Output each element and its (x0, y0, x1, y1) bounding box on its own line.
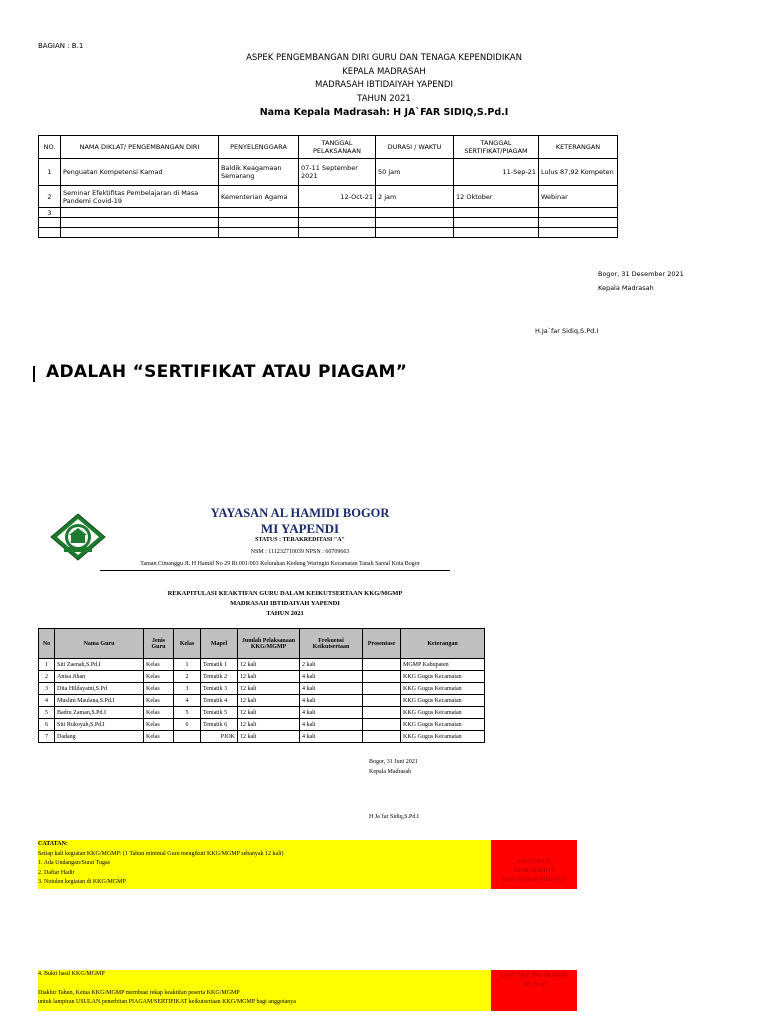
cell: 5 (39, 707, 55, 719)
cell (454, 208, 539, 218)
cell (61, 218, 219, 228)
notes-line-1: Setiap kali kegiatan KKG/MGMP: (1 Tahun minimal Guru mengikuti KKG/MGMP sebanyak 12 kali) (38, 850, 284, 857)
principal-name-line: Nama Kepala Madrasah: H JA`FAR SIDIQ,S.Pd.I (259, 107, 509, 118)
sign-role: Kepala Madrasah (598, 284, 654, 292)
cell (376, 218, 454, 228)
cell (219, 208, 299, 218)
cell: 2 (174, 671, 201, 683)
rekap-title-line-2: MADRASAH IBTIDAIYAH YAPENDI (230, 600, 340, 607)
cell: Penguatan Kompetensi Kamad (61, 159, 219, 186)
cell (61, 208, 219, 218)
cell (363, 695, 401, 707)
sign-date: Bogor, 31 Juni 2021 (369, 759, 418, 765)
school-ids: NSM : 111232710039 NPSN : 60709663 (250, 549, 350, 555)
cell: Muslim Maulana,S.Pd.I (55, 695, 144, 707)
cell: Lulus 87,92 Kompeten (539, 159, 618, 186)
col-durasi: DURASI / WAKTU (376, 136, 454, 159)
cell: Tematik 6 (201, 719, 238, 731)
cell: 4 kali (300, 731, 363, 743)
col-kelas: Kelas (174, 629, 201, 659)
warning-line: DIMENGERTI (514, 868, 554, 874)
cell: KKG Gugus Kecamatan (401, 707, 485, 719)
cell: Siti Zaenah,S.Pd.I (55, 659, 144, 671)
section-label: BAGIAN : B.1 (38, 42, 84, 50)
notes-line-2: 1. Ada Undangan/Surat Tugas (38, 860, 110, 866)
sign-name: H.Ja`far Sidiq,S.Pd.I (535, 327, 599, 335)
cell: 12 kali (238, 683, 300, 695)
cell: 12 kali (238, 731, 300, 743)
table-row (39, 228, 618, 238)
development-table (38, 135, 618, 238)
accreditation-status: STATUS : TERAKREDITASI "A" (255, 537, 345, 543)
cell: 4 (174, 695, 201, 707)
warning-line: DAN HARUS DIHAPUS (501, 877, 566, 883)
sign-date: Bogor, 31 Desember 2021 (598, 270, 684, 278)
col-no: No (39, 629, 55, 659)
col-diklat: NAMA DIKLAT/ PENGEMBANGAN DIRI (61, 136, 219, 159)
cell: 1 (39, 159, 61, 186)
cell: 2 (39, 671, 55, 683)
rekap-title-line-1: REKAPITULASI KEAKTIFAN GURU DALAM KEIKUTSERTAAN KKG/MGMP (167, 590, 403, 597)
col-nama-guru: Nama Guru (55, 629, 144, 659)
table-row (39, 218, 618, 228)
cell: Tematik 3 (201, 683, 238, 695)
school-logo (48, 512, 108, 562)
cell: 4 kali (300, 695, 363, 707)
cell: Dita Hildayatni,S.Pd (55, 683, 144, 695)
table-row (39, 731, 485, 743)
cell: Kelas (144, 695, 174, 707)
cell: KKG Gugus Kecamatan (401, 683, 485, 695)
cell: 12-Oct-21 (299, 186, 376, 208)
table-header-row (39, 136, 618, 159)
cell: Kelas (144, 731, 174, 743)
cell: 4 kali (300, 683, 363, 695)
rekap-table (38, 628, 485, 743)
cell: KKG Gugus Kecamatan (401, 731, 485, 743)
signature-block-rekap (369, 757, 419, 822)
cell: Siti Rukoyah,S.Pd.I (55, 719, 144, 731)
cell: 12 kali (238, 671, 300, 683)
cell: Kelas (144, 671, 174, 683)
cell: 12 kali (238, 695, 300, 707)
col-jumlah: Jumlah Pelaksanaan KKG/MGMP (238, 629, 300, 659)
notes-title: CATATAN: (38, 841, 68, 847)
col-mapel: Mapel (201, 629, 238, 659)
cell: 07-11 September 2021 (299, 159, 376, 186)
cell: Dadang (55, 731, 144, 743)
warning-line: UPLOAD (521, 982, 547, 988)
cell: Baldik Keagamaan Semarang (219, 159, 299, 186)
header-line-3: MADRASAH IBTIDAIYAH YAPENDI (315, 80, 453, 90)
col-tanggal-sertifikat: TANGGAL SERTIFIKAT/PIAGAM (454, 136, 539, 159)
cell: Kementerian Agama (219, 186, 299, 208)
cell (376, 208, 454, 218)
cell: 12 kali (238, 719, 300, 731)
col-jenis-guru: Jenis Guru (144, 629, 174, 659)
cell: KKG Gugus Kecamatan (401, 695, 485, 707)
cell (39, 218, 61, 228)
cell: 4 kali (300, 671, 363, 683)
cell (219, 228, 299, 238)
signature-block-top (598, 267, 684, 295)
footer-line-1: Diakhir Tahun, Ketua KKG/MGMP membuat rekap keaktifan peserta KKG/MGMP (38, 989, 240, 996)
school-address: Taman Cimanggu JL H Hamid No 29 Rt 001/003 Kelurahan Kedung Waringin Kecamatan Tanah Sareal Kota Bogor (140, 561, 420, 567)
cell (299, 228, 376, 238)
cell (299, 218, 376, 228)
table-row (39, 659, 485, 671)
cell: Kelas (144, 707, 174, 719)
cell: 4 (39, 695, 55, 707)
warning-box-2 (491, 970, 577, 1011)
cell: MGMP Kabupaten (401, 659, 485, 671)
cell (39, 228, 61, 238)
cell: 1 (174, 659, 201, 671)
warning-line: INI CUKUP (518, 859, 550, 865)
cell: 3 (174, 683, 201, 695)
left-bar-divider (33, 366, 35, 382)
letterhead-divider (100, 570, 450, 571)
notes-line-4: 3. Notulen kegiatan di KKG/MGMP (38, 879, 126, 885)
cell (539, 208, 618, 218)
cell (363, 707, 401, 719)
cell: 7 (39, 731, 55, 743)
notes-box (38, 840, 491, 889)
table-row (39, 671, 485, 683)
cell: 11-Sep-21 (454, 159, 539, 186)
sign-name: H Ja`far Sidiq,S.Pd.I (369, 814, 419, 820)
header-line-1: ASPEK PENGEMBANGAN DIRI GURU DAN TENAGA KEPENDIDIKAN (246, 53, 522, 63)
cell: 50 jam (376, 159, 454, 186)
cell: Seminar Efektifitas Pembelajaran di Masa Pandemi Covid-19 (61, 186, 219, 208)
sign-role: Kepala Madrasah (369, 769, 412, 775)
cell: 2 (39, 186, 61, 208)
rekap-title-line-3: TAHUN 2021 (266, 610, 304, 617)
cell: 6 (174, 719, 201, 731)
cell (363, 731, 401, 743)
cell: 3 (39, 208, 61, 218)
cell: 4 kali (300, 719, 363, 731)
table-row (39, 719, 485, 731)
document-header (0, 52, 768, 120)
notes-box-2 (38, 970, 491, 1011)
cell: KKG Gugus Kecamatan (401, 671, 485, 683)
cell: 4 kali (300, 707, 363, 719)
warning-box-1 (491, 840, 577, 889)
col-frekuensi: Frekuensi Keikutsertaan (300, 629, 363, 659)
col-no: NO. (39, 136, 61, 159)
table-row (39, 208, 618, 218)
cell: 6 (39, 719, 55, 731)
table-header-row (39, 629, 485, 659)
cell: 2 jam (376, 186, 454, 208)
table-row (39, 186, 618, 208)
cell: 12 kali (238, 707, 300, 719)
cell: 5 (174, 707, 201, 719)
big-title: ADALAH “SERTIFIKAT ATAU PIAGAM” (46, 362, 408, 382)
cell (539, 228, 618, 238)
header-line-2: KEPALA MADRASAH (342, 66, 426, 77)
cell: Badru Zaman,S.Pd.I (55, 707, 144, 719)
table-row (39, 707, 485, 719)
cell: Tematik 4 (201, 695, 238, 707)
warning-line: SAAT FILE INI AKAN DI (499, 973, 569, 979)
notes-line-5: 4. Bukti hasil KKG/MGMP (38, 971, 105, 977)
col-keterangan: KETERANGAN (539, 136, 618, 159)
cell (539, 218, 618, 228)
table-row (39, 159, 618, 186)
cell (299, 208, 376, 218)
school-name: MI YAPENDI (260, 521, 340, 536)
cell (363, 719, 401, 731)
cell: 2 kali (300, 659, 363, 671)
cell (363, 683, 401, 695)
cell (376, 228, 454, 238)
cell (454, 218, 539, 228)
col-tanggal: TANGGAL PELAKSANAAN (299, 136, 376, 159)
cell (219, 218, 299, 228)
cell (363, 671, 401, 683)
cell: Tematik 2 (201, 671, 238, 683)
cell (174, 731, 201, 743)
col-keterangan: Keterangan (401, 629, 485, 659)
cell: 12 kali (238, 659, 300, 671)
cell (61, 228, 219, 238)
cell: Anisa Jihan (55, 671, 144, 683)
cell: 3 (39, 683, 55, 695)
cell: Tematik 1 (201, 659, 238, 671)
cell: Kelas (144, 683, 174, 695)
cell (363, 659, 401, 671)
cell: Tematik 5 (201, 707, 238, 719)
rekap-title (100, 589, 470, 619)
col-prosentase: Prosentase (363, 629, 401, 659)
cell (454, 228, 539, 238)
cell: 12 Oktober (454, 186, 539, 208)
foundation-name: YAYASAN AL HAMIDI BOGOR (210, 506, 390, 520)
footer-line-2: untuk lampiran USULAN penerbitan PIAGAM/SERTIFIKAT keikutsertaan KKG/MGMP bagi anggotanya (38, 999, 296, 1005)
cell: Kelas (144, 719, 174, 731)
cell: PJOK (201, 731, 238, 743)
cell: Webinar (539, 186, 618, 208)
cell: 1 (39, 659, 55, 671)
notes-line-3: 2. Daftar Hadir (38, 869, 75, 876)
cell: Kelas (144, 659, 174, 671)
table-row (39, 683, 485, 695)
cell: KKG Gugus Kecamatan (401, 719, 485, 731)
header-line-4: TAHUN 2021 (357, 93, 411, 104)
table-row (39, 695, 485, 707)
col-penyelenggara: PENYELENGGARA (219, 136, 299, 159)
